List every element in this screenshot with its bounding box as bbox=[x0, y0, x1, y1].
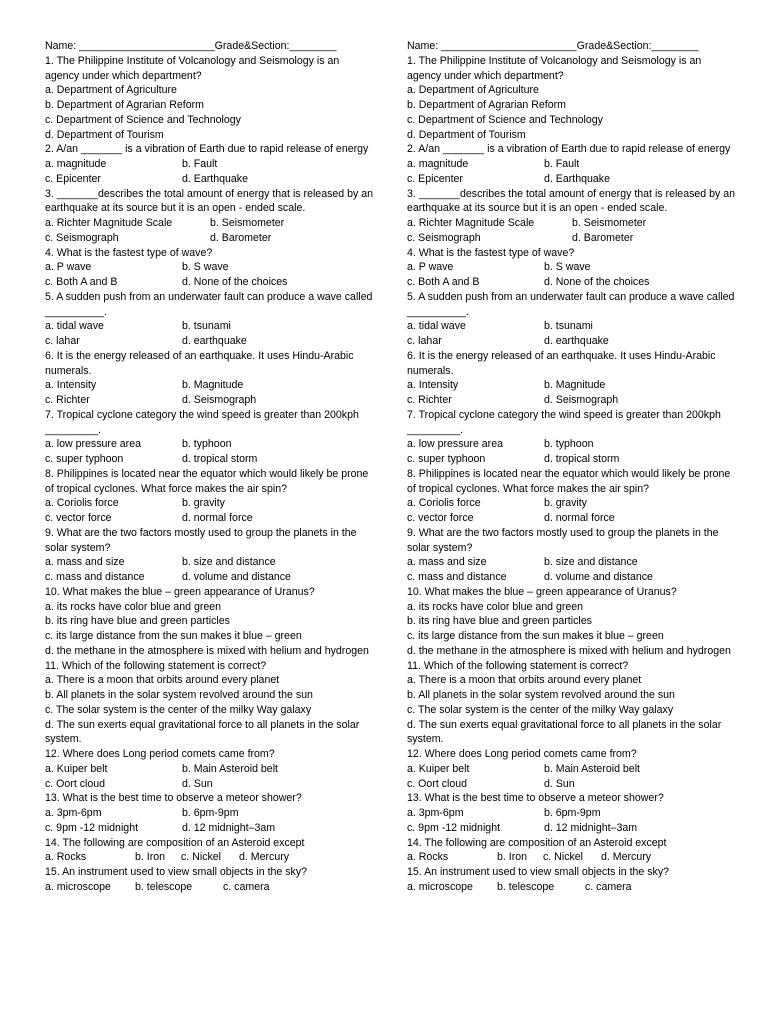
answer-choice: c. 9pm -12 midnight bbox=[407, 821, 501, 834]
question-text: 10. What makes the blue – green appearance of Uranus? bbox=[407, 585, 677, 598]
question-text: 9. What are the two factors mostly used to group the planets in the solar system? bbox=[45, 526, 357, 554]
answer-choice: c. vector force bbox=[45, 512, 112, 524]
answer-choice: d. Department of Tourism bbox=[407, 128, 526, 141]
answer-choice-row bbox=[45, 821, 375, 836]
answer-choice-row bbox=[45, 511, 375, 526]
question-block bbox=[45, 467, 375, 526]
question-block bbox=[407, 467, 737, 526]
answer-choice: d. Department of Tourism bbox=[45, 128, 164, 141]
answer-choice: a. P wave bbox=[45, 261, 92, 274]
answer-choice: d. Earthquake bbox=[182, 172, 248, 185]
answer-choice: d. 12 midnight–3am bbox=[182, 821, 276, 834]
answer-choice: c. mass and distance bbox=[45, 571, 145, 583]
answer-choice: b. tsunami bbox=[544, 320, 593, 333]
answer-choice-row bbox=[407, 762, 737, 777]
answer-choice: d. normal force bbox=[182, 512, 253, 524]
question-text: 1. The Philippine Institute of Volcanology and Seismology is an agency under which department? bbox=[407, 54, 702, 82]
question-text: 4. What is the fastest type of wave? bbox=[45, 246, 213, 259]
answer-choice: a. Kuiper belt bbox=[407, 762, 470, 775]
answer-choice: d. volume and distance bbox=[182, 571, 291, 583]
answer-choice: a. Kuiper belt bbox=[45, 762, 108, 775]
answer-choice: c. Nickel bbox=[543, 851, 584, 864]
answer-choice: a. its rocks have color blue and green bbox=[45, 600, 222, 613]
answer-choice: c. mass and distance bbox=[407, 571, 507, 583]
answer-choice: a. low pressure area bbox=[45, 438, 141, 451]
answer-choice: a. magnitude bbox=[407, 158, 469, 170]
answer-choice: b. Main Asteroid belt bbox=[182, 762, 278, 775]
question-block bbox=[407, 836, 737, 866]
question-text: 15. An instrument used to view small objects in the sky? bbox=[45, 866, 308, 878]
answer-choice-row bbox=[45, 334, 375, 349]
answer-choice-row bbox=[407, 806, 737, 821]
answer-choice: c. Seismograph bbox=[45, 231, 119, 244]
answer-choice-row bbox=[407, 496, 737, 511]
answer-choice: c. Nickel bbox=[181, 851, 222, 864]
question-block bbox=[45, 408, 375, 467]
answer-choice: a. Department of Agriculture bbox=[45, 84, 177, 97]
answer-choice: c. lahar bbox=[45, 335, 80, 347]
question-text: 9. What are the two factors mostly used to group the planets in the solar system? bbox=[407, 526, 719, 554]
question-block bbox=[407, 142, 737, 186]
answer-choice-row bbox=[45, 260, 375, 275]
answer-choice: c. Richter bbox=[407, 394, 452, 406]
answer-choice: a. Department of Agriculture bbox=[407, 84, 539, 97]
answer-choice: a. Rocks bbox=[407, 851, 449, 864]
answer-choice: c. Oort cloud bbox=[45, 777, 106, 790]
answer-choice-row bbox=[407, 511, 737, 526]
question-block bbox=[45, 865, 375, 895]
answer-choice: b. Seismometer bbox=[210, 217, 285, 229]
answer-choice-row bbox=[45, 319, 375, 334]
answer-choice: d. Mercury bbox=[601, 851, 652, 864]
question-text: 14. The following are composition of an Asteroid except bbox=[45, 836, 305, 849]
answer-choice: a. There is a moon that orbits around every planet bbox=[45, 674, 280, 687]
question-block bbox=[407, 349, 737, 408]
answer-choice-row bbox=[45, 806, 375, 821]
question-text: 13. What is the best time to observe a meteor shower? bbox=[407, 792, 664, 805]
question-block bbox=[407, 290, 737, 349]
question-block bbox=[45, 246, 375, 290]
answer-choice: c. camera bbox=[223, 880, 270, 893]
question-block bbox=[45, 747, 375, 791]
answer-choice: b. S wave bbox=[544, 261, 591, 274]
question-block bbox=[407, 187, 737, 246]
answer-choice-row bbox=[45, 393, 375, 408]
answer-choice: c. Richter bbox=[45, 394, 90, 406]
answer-choice-row bbox=[45, 452, 375, 467]
answer-choice: c. Both A and B bbox=[45, 276, 118, 288]
answer-choice: d. Sun bbox=[182, 777, 213, 790]
answer-choice: d. Mercury bbox=[239, 851, 290, 864]
answer-choice: d. Barometer bbox=[572, 231, 634, 244]
answer-choice: a. microscope bbox=[45, 880, 111, 893]
answer-choice-row bbox=[45, 555, 375, 570]
answer-choice: c. Both A and B bbox=[407, 276, 480, 288]
answer-choice-row bbox=[407, 555, 737, 570]
answer-choice-row bbox=[45, 437, 375, 452]
answer-choice: b. 6pm-9pm bbox=[544, 807, 601, 819]
answer-choice: d. volume and distance bbox=[544, 571, 653, 583]
question-block bbox=[407, 585, 737, 659]
quiz-column-left bbox=[45, 39, 375, 895]
answer-choice: a. Intensity bbox=[407, 379, 459, 392]
answer-choice-row bbox=[45, 172, 375, 187]
answer-choice: b. tsunami bbox=[182, 320, 231, 333]
answer-choice: c. its large distance from the sun makes it blue – green bbox=[407, 630, 664, 642]
answer-choice: d. normal force bbox=[544, 512, 615, 524]
answer-choice: a. Richter Magnitude Scale bbox=[407, 217, 535, 229]
answer-choice: c. 9pm -12 midnight bbox=[45, 821, 139, 834]
question-text: 2. A/an _______ is a vibration of Earth due to rapid release of energy bbox=[45, 143, 369, 156]
answer-choice: b. All planets in the solar system revolved around the sun bbox=[407, 689, 675, 701]
answer-choice: d. 12 midnight–3am bbox=[544, 821, 638, 834]
answer-choice-row bbox=[45, 777, 375, 792]
answer-choice: b. Magnitude bbox=[182, 379, 244, 392]
question-text: 10. What makes the blue – green appearance of Uranus? bbox=[45, 585, 315, 598]
answer-choice: a. Richter Magnitude Scale bbox=[45, 217, 173, 229]
question-block bbox=[45, 54, 375, 143]
answer-choice-row bbox=[407, 157, 737, 172]
answer-choice: c. Epicenter bbox=[407, 172, 463, 185]
answer-choice: a. Rocks bbox=[45, 851, 87, 864]
answer-choice-row bbox=[407, 378, 737, 393]
answer-choice: c. Department of Science and Technology bbox=[407, 113, 603, 126]
answer-choice: c. super typhoon bbox=[407, 453, 486, 465]
question-block bbox=[45, 526, 375, 585]
answer-choice: b. telescope bbox=[497, 880, 555, 893]
question-text: 12. Where does Long period comets came from? bbox=[407, 748, 637, 760]
answer-choice: a. There is a moon that orbits around every planet bbox=[407, 674, 642, 687]
question-text: 4. What is the fastest type of wave? bbox=[407, 246, 575, 259]
answer-choice: d. None of the choices bbox=[544, 276, 650, 288]
answer-choice: a. low pressure area bbox=[407, 438, 503, 451]
answer-choice: a. P wave bbox=[407, 261, 454, 274]
question-text: 6. It is the energy released of an earthquake. It uses Hindu-Arabic numerals. bbox=[407, 349, 716, 377]
question-text: 3. _______describes the total amount of energy that is released by an earthquake at its source but it is an open - ended scale. bbox=[407, 187, 736, 215]
answer-choice: b. typhoon bbox=[182, 438, 232, 451]
name-grade-section-line: Name: _______________________Grade&Section:________ bbox=[407, 40, 699, 52]
answer-choice: d. tropical storm bbox=[182, 453, 258, 465]
answer-choice-row bbox=[45, 157, 375, 172]
question-text: 5. A sudden push from an underwater fault can produce a wave called __________. bbox=[407, 290, 735, 318]
answer-choice-row bbox=[407, 172, 737, 187]
answer-choice: b. gravity bbox=[544, 497, 587, 510]
question-block bbox=[407, 408, 737, 467]
question-text: 3. _______describes the total amount of energy that is released by an earthquake at its source but it is an open - ended scale. bbox=[45, 187, 374, 215]
answer-choice-row bbox=[45, 378, 375, 393]
answer-choice: c. Oort cloud bbox=[407, 777, 468, 790]
answer-choice-row bbox=[45, 231, 375, 246]
question-text: 6. It is the energy released of an earthquake. It uses Hindu-Arabic numerals. bbox=[45, 349, 354, 377]
question-block bbox=[45, 142, 375, 186]
answer-choice: c. camera bbox=[585, 880, 632, 893]
answer-choice: d. Seismograph bbox=[544, 394, 619, 406]
question-block bbox=[45, 187, 375, 246]
answer-choice-row bbox=[45, 496, 375, 511]
answer-choice-row bbox=[407, 393, 737, 408]
answer-choice: a. 3pm-6pm bbox=[45, 807, 102, 819]
quiz-column-right bbox=[407, 39, 737, 895]
answer-choice: b. its ring have blue and green particles bbox=[407, 615, 592, 628]
answer-choice: b. gravity bbox=[182, 497, 225, 510]
question-block bbox=[45, 585, 375, 659]
answer-choice: d. tropical storm bbox=[544, 453, 620, 465]
question-block bbox=[407, 865, 737, 895]
answer-choice: c. Epicenter bbox=[45, 172, 101, 185]
question-text: 12. Where does Long period comets came from? bbox=[45, 748, 275, 760]
answer-choice: b. Iron bbox=[497, 851, 528, 864]
answer-choice: d. The sun exerts equal gravitational force to all planets in the solar system. bbox=[407, 718, 722, 746]
answer-choice: d. None of the choices bbox=[182, 276, 288, 288]
question-text: 7. Tropical cyclone category the wind speed is greater than 200kph _________. bbox=[407, 408, 721, 436]
question-block bbox=[45, 659, 375, 748]
answer-choice: a. mass and size bbox=[45, 556, 125, 569]
answer-choice-row bbox=[407, 452, 737, 467]
answer-choice: b. Magnitude bbox=[544, 379, 606, 392]
answer-choice: d. the methane in the atmosphere is mixed with helium and hydrogen bbox=[45, 644, 369, 657]
answer-choice-row bbox=[407, 275, 737, 290]
question-block bbox=[407, 246, 737, 290]
answer-choice: b. Fault bbox=[182, 158, 218, 170]
question-block bbox=[407, 747, 737, 791]
question-text: 8. Philippines is located near the equator which would likely be prone of tropical cyclones. What force makes the air spin? bbox=[407, 467, 731, 495]
answer-choice-row bbox=[407, 437, 737, 452]
question-text: 14. The following are composition of an Asteroid except bbox=[407, 836, 667, 849]
answer-choice-row bbox=[407, 777, 737, 792]
question-text: 11. Which of the following statement is correct? bbox=[45, 659, 267, 672]
answer-choice: a. Intensity bbox=[45, 379, 97, 392]
answer-choice: c. The solar system is the center of the milky Way galaxy bbox=[45, 703, 312, 716]
question-text: 5. A sudden push from an underwater fault can produce a wave called __________. bbox=[45, 290, 373, 318]
question-block bbox=[45, 290, 375, 349]
answer-choice: d. earthquake bbox=[182, 335, 247, 347]
answer-choice-row bbox=[45, 762, 375, 777]
answer-choice-row bbox=[407, 850, 737, 865]
answer-choice-row bbox=[45, 850, 375, 865]
question-block bbox=[45, 791, 375, 835]
answer-choice-row bbox=[407, 319, 737, 334]
answer-choice-row bbox=[407, 570, 737, 585]
answer-choice: a. its rocks have color blue and green bbox=[407, 600, 584, 613]
answer-choice: b. Department of Agrarian Reform bbox=[45, 99, 204, 111]
answer-choice: d. Sun bbox=[544, 777, 575, 790]
answer-choice: c. Department of Science and Technology bbox=[45, 113, 241, 126]
answer-choice: d. earthquake bbox=[544, 335, 609, 347]
answer-choice: a. tidal wave bbox=[45, 320, 104, 333]
answer-choice: a. mass and size bbox=[407, 556, 487, 569]
answer-choice-row bbox=[407, 334, 737, 349]
answer-choice: b. Department of Agrarian Reform bbox=[407, 99, 566, 111]
answer-choice-row bbox=[45, 216, 375, 231]
question-block bbox=[45, 836, 375, 866]
answer-choice: b. Seismometer bbox=[572, 217, 647, 229]
answer-choice: b. telescope bbox=[135, 880, 193, 893]
answer-choice-row bbox=[407, 260, 737, 275]
answer-choice: b. Fault bbox=[544, 158, 580, 170]
answer-choice-row bbox=[45, 880, 375, 895]
answer-choice-row bbox=[45, 275, 375, 290]
answer-choice: b. size and distance bbox=[182, 556, 276, 569]
answer-choice: b. size and distance bbox=[544, 556, 638, 569]
answer-choice: b. typhoon bbox=[544, 438, 594, 451]
question-block bbox=[407, 659, 737, 748]
answer-choice: d. Earthquake bbox=[544, 172, 610, 185]
answer-choice: a. microscope bbox=[407, 880, 473, 893]
question-block bbox=[407, 791, 737, 835]
answer-choice: b. 6pm-9pm bbox=[182, 807, 239, 819]
answer-choice: a. tidal wave bbox=[407, 320, 466, 333]
question-text: 2. A/an _______ is a vibration of Earth due to rapid release of energy bbox=[407, 143, 731, 156]
question-text: 13. What is the best time to observe a meteor shower? bbox=[45, 792, 302, 805]
answer-choice-row bbox=[407, 880, 737, 895]
answer-choice: d. Barometer bbox=[210, 231, 272, 244]
answer-choice: d. Seismograph bbox=[182, 394, 257, 406]
answer-choice: c. The solar system is the center of the milky Way galaxy bbox=[407, 703, 674, 716]
answer-choice-row bbox=[407, 231, 737, 246]
answer-choice: b. All planets in the solar system revolved around the sun bbox=[45, 689, 313, 701]
answer-choice: a. 3pm-6pm bbox=[407, 807, 464, 819]
question-text: 1. The Philippine Institute of Volcanology and Seismology is an agency under which department? bbox=[45, 54, 340, 82]
answer-choice: b. S wave bbox=[182, 261, 229, 274]
answer-choice: a. Coriolis force bbox=[45, 497, 119, 510]
question-block bbox=[407, 54, 737, 143]
answer-choice: b. Iron bbox=[135, 851, 166, 864]
answer-choice-row bbox=[45, 570, 375, 585]
question-text: 15. An instrument used to view small objects in the sky? bbox=[407, 866, 670, 878]
answer-choice: d. the methane in the atmosphere is mixed with helium and hydrogen bbox=[407, 644, 731, 657]
answer-choice: c. lahar bbox=[407, 335, 442, 347]
answer-choice: b. its ring have blue and green particles bbox=[45, 615, 230, 628]
question-text: 11. Which of the following statement is correct? bbox=[407, 659, 629, 672]
answer-choice: d. The sun exerts equal gravitational force to all planets in the solar system. bbox=[45, 718, 360, 746]
question-text: 8. Philippines is located near the equator which would likely be prone of tropical cyclones. What force makes the air spin? bbox=[45, 467, 369, 495]
answer-choice: c. Seismograph bbox=[407, 231, 481, 244]
answer-choice-row bbox=[407, 821, 737, 836]
answer-choice: b. Main Asteroid belt bbox=[544, 762, 640, 775]
answer-choice: a. Coriolis force bbox=[407, 497, 481, 510]
answer-choice: c. vector force bbox=[407, 512, 474, 524]
answer-choice: c. its large distance from the sun makes it blue – green bbox=[45, 630, 302, 642]
question-text: 7. Tropical cyclone category the wind speed is greater than 200kph _________. bbox=[45, 408, 359, 436]
name-grade-section-line: Name: _______________________Grade&Section:________ bbox=[45, 40, 337, 52]
answer-choice-row bbox=[407, 216, 737, 231]
question-block bbox=[45, 349, 375, 408]
answer-choice: c. super typhoon bbox=[45, 453, 124, 465]
answer-choice: a. magnitude bbox=[45, 158, 107, 170]
question-block bbox=[407, 526, 737, 585]
